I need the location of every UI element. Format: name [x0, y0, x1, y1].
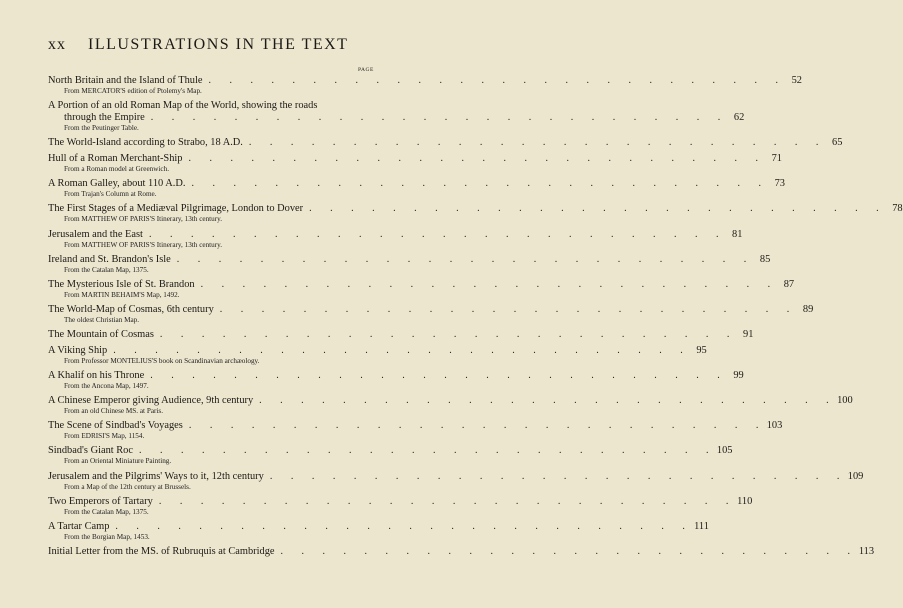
entry-source: From the Catalan Map, 1375.: [64, 265, 149, 274]
list-item: [48, 495, 753, 517]
list-item: [48, 75, 802, 96]
dot-leader: . . . . . . . . . . . . . . . . . . . . . . . . . . . .: [259, 395, 837, 407]
list-item: [48, 178, 785, 199]
dot-leader: . . . . . . . . . . . . . . . . . . . . . . . . . . . .: [150, 370, 728, 382]
running-title: ILLUSTRATIONS IN THE TEXT: [88, 36, 349, 53]
page-number: 113: [858, 545, 875, 557]
list-item: [48, 520, 709, 542]
list-item: [48, 137, 843, 149]
entry-source: From Professor MONTELIUS'S book on Scandinavian archæology.: [64, 357, 260, 366]
entry-title: Jerusalem and the East: [48, 228, 143, 240]
list-item: [48, 203, 903, 224]
entry-source: From the Peutinger Table.: [64, 124, 139, 133]
entry-title: A Chinese Emperor giving Audience, 9th century: [48, 395, 254, 407]
entry-title: The Mountain of Cosmas: [48, 328, 154, 340]
dot-leader: . . . . . . . . . . . . . . . . . . . . . . . . . . . .: [208, 75, 786, 86]
entry-title: North Britain and the Island of Thule: [48, 75, 203, 86]
page-number: 89: [802, 303, 814, 315]
page-number: 110: [737, 495, 753, 507]
dot-leader: . . . . . . . . . . . . . . . . . . . . . . . . . . . .: [200, 278, 779, 290]
entry-title: through the Empire: [64, 112, 145, 124]
entry-source: From MATTHEW OF PARIS'S Itinerary, 13th century.: [64, 215, 223, 224]
dot-leader: . . . . . . . . . . . . . . . . . . . . . . . . . . . .: [159, 328, 738, 340]
dot-leader: . . . . . . . . . . . . . . . . . . . . . . . . . . . .: [115, 520, 693, 532]
entry-source: From EDRISI'S Map, 1154.: [64, 432, 145, 441]
entry-source: From the Ancona Map, 1497.: [64, 382, 149, 391]
list-item: [48, 303, 814, 325]
page-number: 87: [783, 278, 795, 290]
dot-leader: . . . . . . . . . . . . . . . . . . . . . . . . . . . .: [158, 495, 737, 507]
dot-leader: . . . . . . . . . . . . . . . . . . . . . . . . . . . .: [188, 153, 766, 165]
list-item: [48, 445, 733, 466]
dot-leader: . . . . . . . . . . . . . . . . . . . . . . . . . . . .: [176, 253, 755, 265]
page-number: 62: [733, 112, 745, 124]
illustrations-list: [48, 75, 903, 558]
entry-title: Sindbad's Giant Roc: [48, 445, 133, 457]
entry-source: From MARTIN BEHAIM'S Map, 1492.: [64, 290, 180, 299]
entry-source: From MERCATOR'S edition of Ptolemy's Map.: [64, 87, 202, 95]
entry-source: From a Roman model at Greenwich.: [64, 165, 169, 174]
page-folio: xx: [48, 36, 66, 53]
entry-title: Initial Letter from the MS. of Rubruquis at Cambridge: [48, 545, 275, 557]
dot-leader: . . . . . . . . . . . . . . . . . . . . . . . . . . . .: [191, 178, 769, 190]
page-number: 95: [696, 345, 707, 357]
entry-source: From MATTHEW OF PARIS'S Itinerary, 13th century.: [64, 240, 223, 249]
entry-title: A Roman Galley, about 110 A.D.: [48, 178, 186, 190]
entry-title: The Scene of Sindbad's Voyages: [48, 420, 183, 432]
entry-title: The World-Island according to Strabo, 18 A.D.: [48, 137, 243, 149]
entry-title: The World-Map of Cosmas, 6th century: [48, 303, 214, 315]
list-item: [48, 370, 744, 391]
dot-leader: . . . . . . . . . . . . . . . . . . . . . . . . . . . .: [148, 228, 727, 240]
page-number: 78: [892, 203, 903, 215]
page-number: 73: [774, 178, 785, 190]
page-number: 109: [847, 470, 864, 482]
entry-source: From Trajan's Column at Rome.: [64, 190, 157, 199]
list-item: [48, 100, 745, 133]
list-item: [48, 253, 771, 275]
list-item: [48, 470, 864, 492]
entry-source: From an Oriental Miniature Painting.: [64, 457, 172, 466]
dot-leader: . . . . . . . . . . . . . . . . . . . . . . . . . . . .: [188, 420, 767, 432]
list-item: [48, 328, 754, 341]
page-number: 103: [766, 420, 783, 432]
page-number: 52: [791, 75, 802, 86]
page-number: 111: [694, 520, 709, 532]
page-number: 100: [837, 395, 853, 407]
list-item: [48, 153, 782, 174]
dot-leader: . . . . . . . . . . . . . . . . . . . . . . . . . . . .: [113, 345, 691, 357]
entry-title: A Tartar Camp: [48, 520, 110, 532]
list-item: [48, 228, 743, 250]
entry-source: From a Map of the 12th century at Brussels.: [64, 482, 191, 491]
page-number: 99: [733, 370, 744, 382]
list-item: [48, 278, 795, 300]
dot-leader: . . . . . . . . . . . . . . . . . . . . . . . . . . . .: [248, 137, 827, 149]
page-number: 91: [743, 328, 754, 340]
page-number: 71: [771, 153, 782, 165]
list-item: [48, 395, 853, 416]
entry-source: From the Catalan Map, 1375.: [64, 507, 149, 516]
list-item: [48, 420, 783, 441]
entry-title: Jerusalem and the Pilgrims' Ways to it, 12th century: [48, 470, 264, 482]
entry-source: From an old Chinese MS. at Paris.: [64, 407, 164, 416]
entry-title: A Portion of an old Roman Map of the World, showing the roads: [48, 100, 318, 112]
dot-leader: . . . . . . . . . . . . . . . . . . . . . . . . . . . .: [280, 545, 859, 557]
entry-title: A Khalif on his Throne: [48, 370, 145, 382]
entry-source: From the Borgian Map, 1453.: [64, 532, 150, 541]
entry-title: The Mysterious Isle of St. Brandon: [48, 278, 195, 290]
dot-leader: . . . . . . . . . . . . . . . . . . . . . . . . . . . .: [150, 112, 729, 124]
dot-leader: . . . . . . . . . . . . . . . . . . . . . . . . . . . .: [219, 303, 798, 315]
page-header: [48, 36, 378, 58]
entry-source: The oldest Christian Map.: [64, 315, 140, 324]
entry-title: Two Emperors of Tartary: [48, 495, 153, 507]
dot-leader: . . . . . . . . . . . . . . . . . . . . . . . . . . . .: [269, 470, 848, 482]
dot-leader: . . . . . . . . . . . . . . . . . . . . . . . . . . . .: [139, 445, 717, 457]
entry-title: Ireland and St. Brandon's Isle: [48, 253, 171, 265]
page-number: 81: [732, 228, 743, 240]
page-number: 85: [759, 253, 771, 265]
entry-title: The First Stages of a Mediæval Pilgrimage, London to Dover: [48, 203, 304, 215]
list-item: [48, 345, 707, 366]
list-item: [48, 545, 875, 558]
entry-title: Hull of a Roman Merchant-Ship: [48, 153, 183, 165]
page-number: 105: [716, 445, 733, 457]
page-column-label: PAGE: [358, 67, 374, 73]
entry-title: A Viking Ship: [48, 345, 108, 357]
page-number: 65: [832, 137, 843, 149]
dot-leader: . . . . . . . . . . . . . . . . . . . . . . . . . . . .: [309, 203, 887, 215]
